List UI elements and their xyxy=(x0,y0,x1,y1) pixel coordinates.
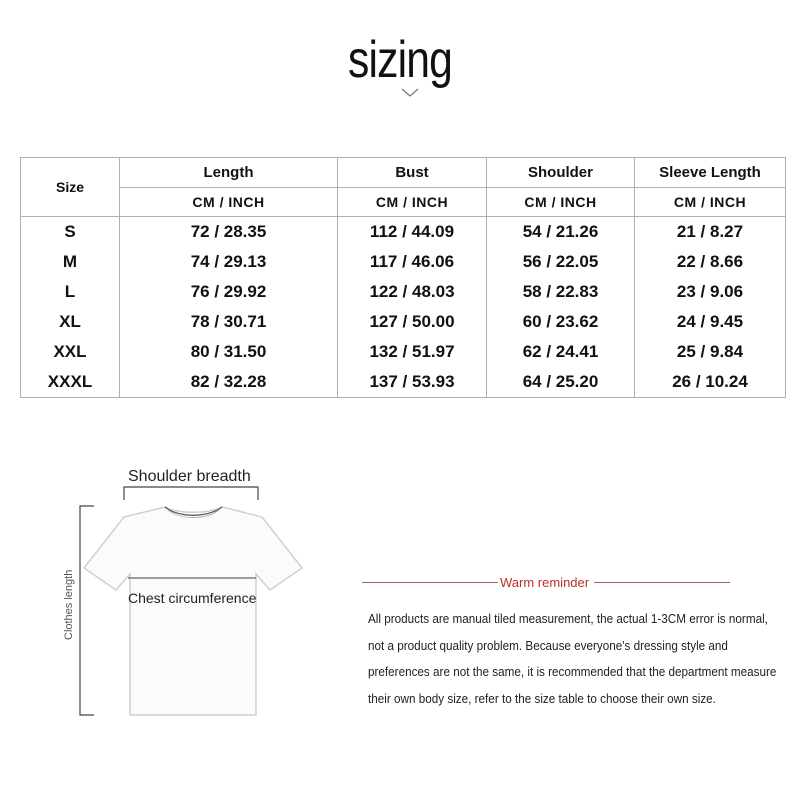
size-chart-table xyxy=(20,157,786,398)
shoulder-cell: 64 / 25.20 xyxy=(487,367,635,398)
size-column-header: Size xyxy=(21,158,120,217)
size-cell: M xyxy=(21,247,120,277)
bust-cell: 132 / 51.97 xyxy=(338,337,487,367)
page-title: sizing xyxy=(347,31,453,89)
length-column-header: Length xyxy=(120,158,338,188)
shoulder-cell: 62 / 24.41 xyxy=(487,337,635,367)
shoulder-breadth-label: Shoulder breadth xyxy=(128,468,251,485)
length-unit: CM / INCH xyxy=(120,188,338,217)
sleeve-length-cell: 25 / 9.84 xyxy=(635,337,786,367)
length-cell: 82 / 32.28 xyxy=(120,367,338,398)
size-cell: XXL xyxy=(21,337,120,367)
chest-circumference-label: Chest circumference xyxy=(128,590,257,606)
sleeve-length-column-header: Sleeve Length xyxy=(635,158,786,188)
shoulder-column-header: Shoulder xyxy=(487,158,635,188)
bust-cell: 137 / 53.93 xyxy=(338,367,487,398)
shoulder-cell: 56 / 22.05 xyxy=(487,247,635,277)
shoulder-cell: 58 / 22.83 xyxy=(487,277,635,307)
sleeve-length-cell: 23 / 9.06 xyxy=(635,277,786,307)
warm-reminder-text: All products are manual tiled measurement, the actual 1-3CM error is normal, not a product quality problem. Because everyone's dressing style and preferences are not the same, it is recommended that the department measure their own body size, refer to the size table to choose their own size. xyxy=(368,611,777,706)
clothes-length-bracket xyxy=(80,506,94,715)
bust-unit: CM / INCH xyxy=(338,188,487,217)
shoulder-cell: 60 / 23.62 xyxy=(487,307,635,337)
sleeve-length-unit: CM / INCH xyxy=(635,188,786,217)
size-cell: XXXL xyxy=(21,367,120,398)
chevron-down-icon xyxy=(401,88,419,98)
table-row xyxy=(21,367,786,398)
shoulder-cell: 54 / 21.26 xyxy=(487,217,635,248)
warm-reminder-title: Warm reminder xyxy=(500,575,590,590)
length-cell: 78 / 30.71 xyxy=(120,307,338,337)
table-row xyxy=(21,247,786,277)
table-row xyxy=(21,307,786,337)
reminder-divider-left xyxy=(362,582,498,583)
table-row xyxy=(21,337,786,367)
reminder-divider-right xyxy=(594,582,730,583)
sleeve-length-cell: 21 / 8.27 xyxy=(635,217,786,248)
length-cell: 74 / 29.13 xyxy=(120,247,338,277)
sleeve-length-cell: 26 / 10.24 xyxy=(635,367,786,398)
table-row xyxy=(21,277,786,307)
bust-column-header: Bust xyxy=(338,158,487,188)
sleeve-length-cell: 24 / 9.45 xyxy=(635,307,786,337)
shoulder-unit: CM / INCH xyxy=(487,188,635,217)
table-header-row xyxy=(21,158,786,188)
bust-cell: 112 / 44.09 xyxy=(338,217,487,248)
table-unit-row xyxy=(21,188,786,217)
size-cell: XL xyxy=(21,307,120,337)
clothes-length-label: Clothes length xyxy=(63,569,75,640)
length-cell: 80 / 31.50 xyxy=(120,337,338,367)
tshirt-measurement-diagram xyxy=(0,440,340,740)
bust-cell: 127 / 50.00 xyxy=(338,307,487,337)
bust-cell: 117 / 46.06 xyxy=(338,247,487,277)
sleeve-length-cell: 22 / 8.66 xyxy=(635,247,786,277)
tshirt-illustration xyxy=(84,507,302,715)
size-cell: S xyxy=(21,217,120,248)
length-cell: 76 / 29.92 xyxy=(120,277,338,307)
table-row xyxy=(21,217,786,248)
length-cell: 72 / 28.35 xyxy=(120,217,338,248)
shoulder-breadth-bracket xyxy=(124,487,258,500)
bust-cell: 122 / 48.03 xyxy=(338,277,487,307)
size-cell: L xyxy=(21,277,120,307)
